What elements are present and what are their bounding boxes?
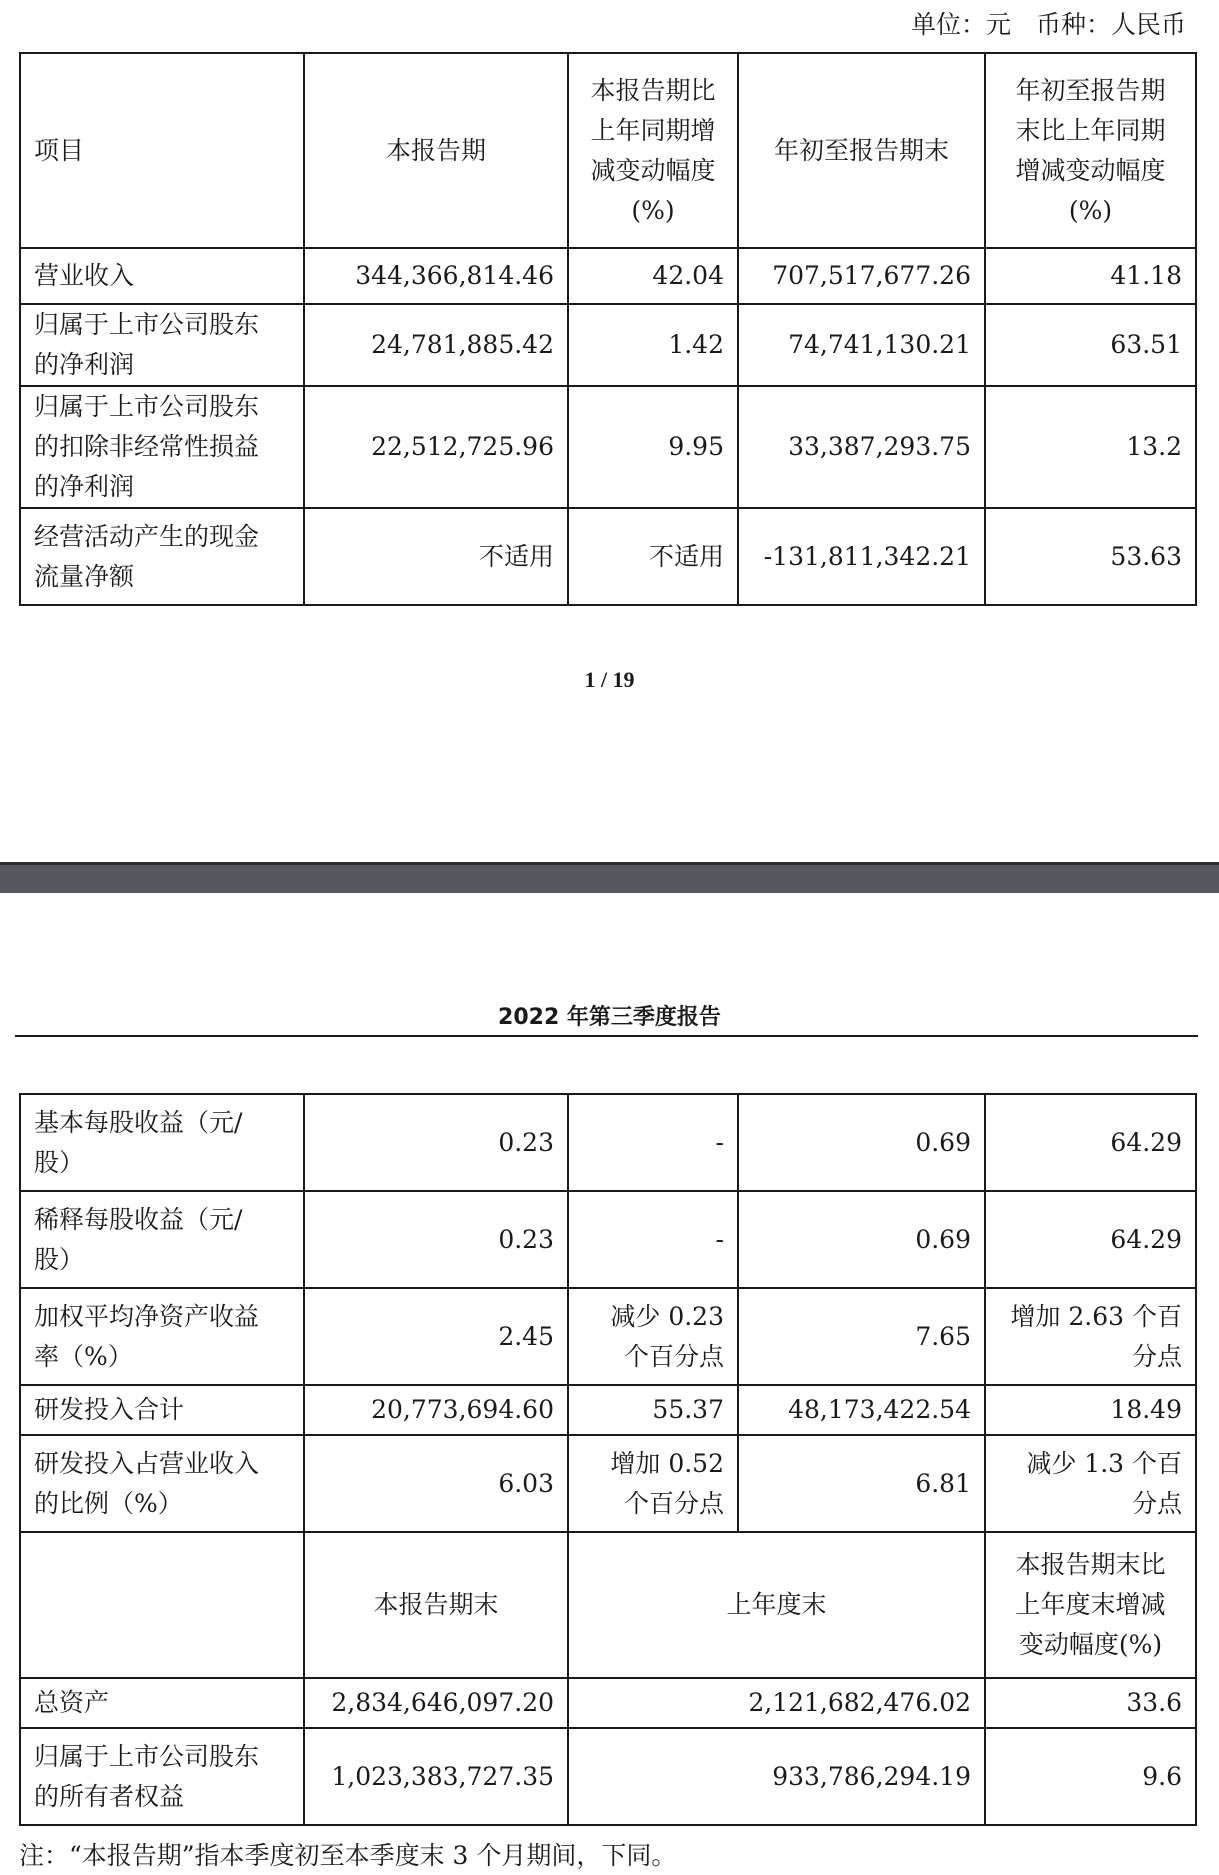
value-line: -: [715, 1224, 724, 1254]
table-row: [20, 248, 1196, 304]
row-period: 6.03: [304, 1435, 568, 1532]
value-line: 增加 2.63 个百: [1010, 1301, 1182, 1331]
footnote: 注：“本报告期”指本季度初至本季度末 3 个月期间，下同。: [19, 1841, 677, 1870]
row-period-change: [568, 1191, 738, 1288]
value-line: 18.49: [1110, 1395, 1182, 1424]
row-period-change: [568, 508, 738, 605]
row-ytd-change: [985, 304, 1196, 386]
item-line: 的扣除非经常性损益: [34, 432, 260, 461]
row-period-change: [568, 248, 738, 304]
row-ytd-change: [985, 1094, 1196, 1191]
row-ytd: 74,741,130.21: [738, 304, 985, 386]
row-ytd: -131,811,342.21: [738, 508, 985, 605]
header-line: 年初至报告期: [1015, 75, 1166, 105]
row-item: [20, 1094, 304, 1191]
item-line: 营业收入: [34, 261, 135, 290]
table1-header-row: [20, 53, 1196, 248]
item-line: 研发投入占营业收入: [34, 1448, 260, 1478]
row-ytd: 33,387,293.75: [738, 386, 985, 508]
item-line: 股）: [34, 1244, 85, 1274]
item-line: 的净利润: [34, 350, 135, 379]
row-ytd: 0.69: [738, 1191, 985, 1288]
row-period: 不适用: [304, 508, 568, 605]
row-item: [20, 1678, 304, 1728]
item-line: 的净利润: [34, 472, 135, 501]
value-line: 64.29: [1110, 1127, 1182, 1157]
row-item: [20, 1435, 304, 1532]
row-period: 344,366,814.46: [304, 248, 568, 304]
row-period-change: [568, 386, 738, 508]
item-line: 经营活动产生的现金: [34, 521, 260, 551]
header-period-change: [568, 53, 738, 248]
value-line: 63.51: [1110, 330, 1182, 359]
header-last-year-end: 上年度末: [568, 1532, 985, 1678]
row-period-change: [568, 1094, 738, 1191]
table-row: [20, 508, 1196, 605]
item-line: 率（%）: [34, 1341, 133, 1371]
value-line: 1.42: [668, 330, 724, 359]
row-period: 22,512,725.96: [304, 386, 568, 508]
header-balance-change: [985, 1532, 1196, 1678]
value-line: 13.2: [1126, 432, 1182, 461]
balance-header-empty: [20, 1532, 304, 1678]
value-line: 分点: [1131, 1341, 1182, 1371]
row-period: 24,781,885.42: [304, 304, 568, 386]
row-period-change: [568, 1288, 738, 1385]
row-ytd: 7.65: [738, 1288, 985, 1385]
value-line: 增加 0.52: [610, 1448, 724, 1478]
value-line: 不适用: [648, 541, 724, 571]
row-item: [20, 248, 304, 304]
value-line: 53.63: [1110, 541, 1182, 571]
header-line: (%): [631, 195, 675, 225]
row-balance-change: 9.6: [985, 1728, 1196, 1825]
value-line: 分点: [1131, 1488, 1182, 1518]
row-item: [20, 304, 304, 386]
value-line: -: [715, 1127, 724, 1157]
item-line: 基本每股收益（元/: [34, 1107, 243, 1137]
value-line: 64.29: [1110, 1224, 1182, 1254]
row-period: 0.23: [304, 1094, 568, 1191]
item-line: 的比例（%）: [34, 1488, 183, 1518]
balance-header-row: [20, 1532, 1196, 1678]
row-ytd-change: [985, 1385, 1196, 1435]
header-line: (%): [1068, 195, 1113, 225]
table-row: [20, 1385, 1196, 1435]
item-line: 稀释每股收益（元/: [34, 1204, 243, 1234]
header-line: 减变动幅度: [590, 155, 716, 185]
row-last-year-end: 2,121,682,476.02: [568, 1678, 985, 1728]
row-ytd: 0.69: [738, 1094, 985, 1191]
row-ytd-change: [985, 1288, 1196, 1385]
header-ytd-change: [985, 53, 1196, 248]
value-line: 9.95: [668, 432, 724, 461]
row-period-change: [568, 304, 738, 386]
table-row: [20, 1728, 1196, 1825]
item-line: 的所有者权益: [34, 1781, 185, 1811]
header-line: 本报告期末比: [1015, 1550, 1166, 1579]
value-line: 减少 0.23: [610, 1301, 724, 1331]
table-row: [20, 1435, 1196, 1532]
item-line: 归属于上市公司股东: [34, 392, 260, 421]
row-ytd-change: [985, 386, 1196, 508]
row-item: [20, 1191, 304, 1288]
item-line: 加权平均净资产收益: [34, 1301, 260, 1331]
table-row: [20, 1288, 1196, 1385]
title-underline: [15, 1035, 1198, 1037]
item-line: 总资产: [34, 1688, 110, 1717]
page-separator: [0, 862, 1219, 893]
row-ytd: 48,173,422.54: [738, 1385, 985, 1435]
row-last-year-end: 933,786,294.19: [568, 1728, 985, 1825]
item-line: 研发投入合计: [34, 1395, 185, 1424]
header-item: 项目: [20, 53, 304, 248]
row-ytd-change: [985, 1435, 1196, 1532]
table-row: [20, 1191, 1196, 1288]
header-line: 上年同期增: [590, 115, 716, 145]
value-line: 42.04: [652, 261, 724, 290]
item-line: 归属于上市公司股东: [34, 310, 260, 339]
row-ytd: 6.81: [738, 1435, 985, 1532]
financial-table-2: [19, 1093, 1197, 1826]
value-line: 个百分点: [623, 1488, 724, 1518]
header-period-end: 本报告期末: [304, 1532, 568, 1678]
row-ytd-change: [985, 1191, 1196, 1288]
row-item: [20, 1385, 304, 1435]
table-row: [20, 1678, 1196, 1728]
row-item: [20, 386, 304, 508]
report-title: 2022 年第三季度报告: [498, 1005, 721, 1030]
item-line: 归属于上市公司股东: [34, 1741, 260, 1771]
row-ytd-change: [985, 508, 1196, 605]
page-number: 1 / 19: [584, 667, 635, 692]
row-period: 2.45: [304, 1288, 568, 1385]
header-line: 本报告期比: [590, 75, 716, 105]
header-line: 上年度末增减: [1015, 1590, 1166, 1619]
value-line: 减少 1.3 个百: [1026, 1448, 1182, 1478]
row-item: [20, 508, 304, 605]
row-balance-change: 33.6: [985, 1678, 1196, 1728]
table-row: [20, 304, 1196, 386]
item-line: 股）: [34, 1147, 85, 1177]
row-period: 0.23: [304, 1191, 568, 1288]
value-line: 41.18: [1110, 261, 1182, 290]
row-period-change: [568, 1385, 738, 1435]
header-line: 增减变动幅度: [1015, 155, 1166, 185]
header-ytd: 年初至报告期末: [738, 53, 985, 248]
value-line: 55.37: [652, 1395, 724, 1424]
table-row: [20, 386, 1196, 508]
row-item: [20, 1288, 304, 1385]
row-period: 20,773,694.60: [304, 1385, 568, 1435]
header-line: 变动幅度(%): [1018, 1630, 1163, 1659]
row-period-end: 1,023,383,727.35: [304, 1728, 568, 1825]
header-line: 末比上年同期: [1015, 115, 1166, 145]
table-row: [20, 1094, 1196, 1191]
row-ytd: 707,517,677.26: [738, 248, 985, 304]
row-ytd-change: [985, 248, 1196, 304]
value-line: 个百分点: [623, 1341, 724, 1371]
row-period-change: [568, 1435, 738, 1532]
financial-table-1: [19, 52, 1197, 606]
row-item: [20, 1728, 304, 1825]
row-period-end: 2,834,646,097.20: [304, 1678, 568, 1728]
item-line: 流量净额: [34, 561, 135, 591]
unit-currency-note: 单位：元 币种：人民币: [910, 10, 1186, 39]
header-period: 本报告期: [304, 53, 568, 248]
